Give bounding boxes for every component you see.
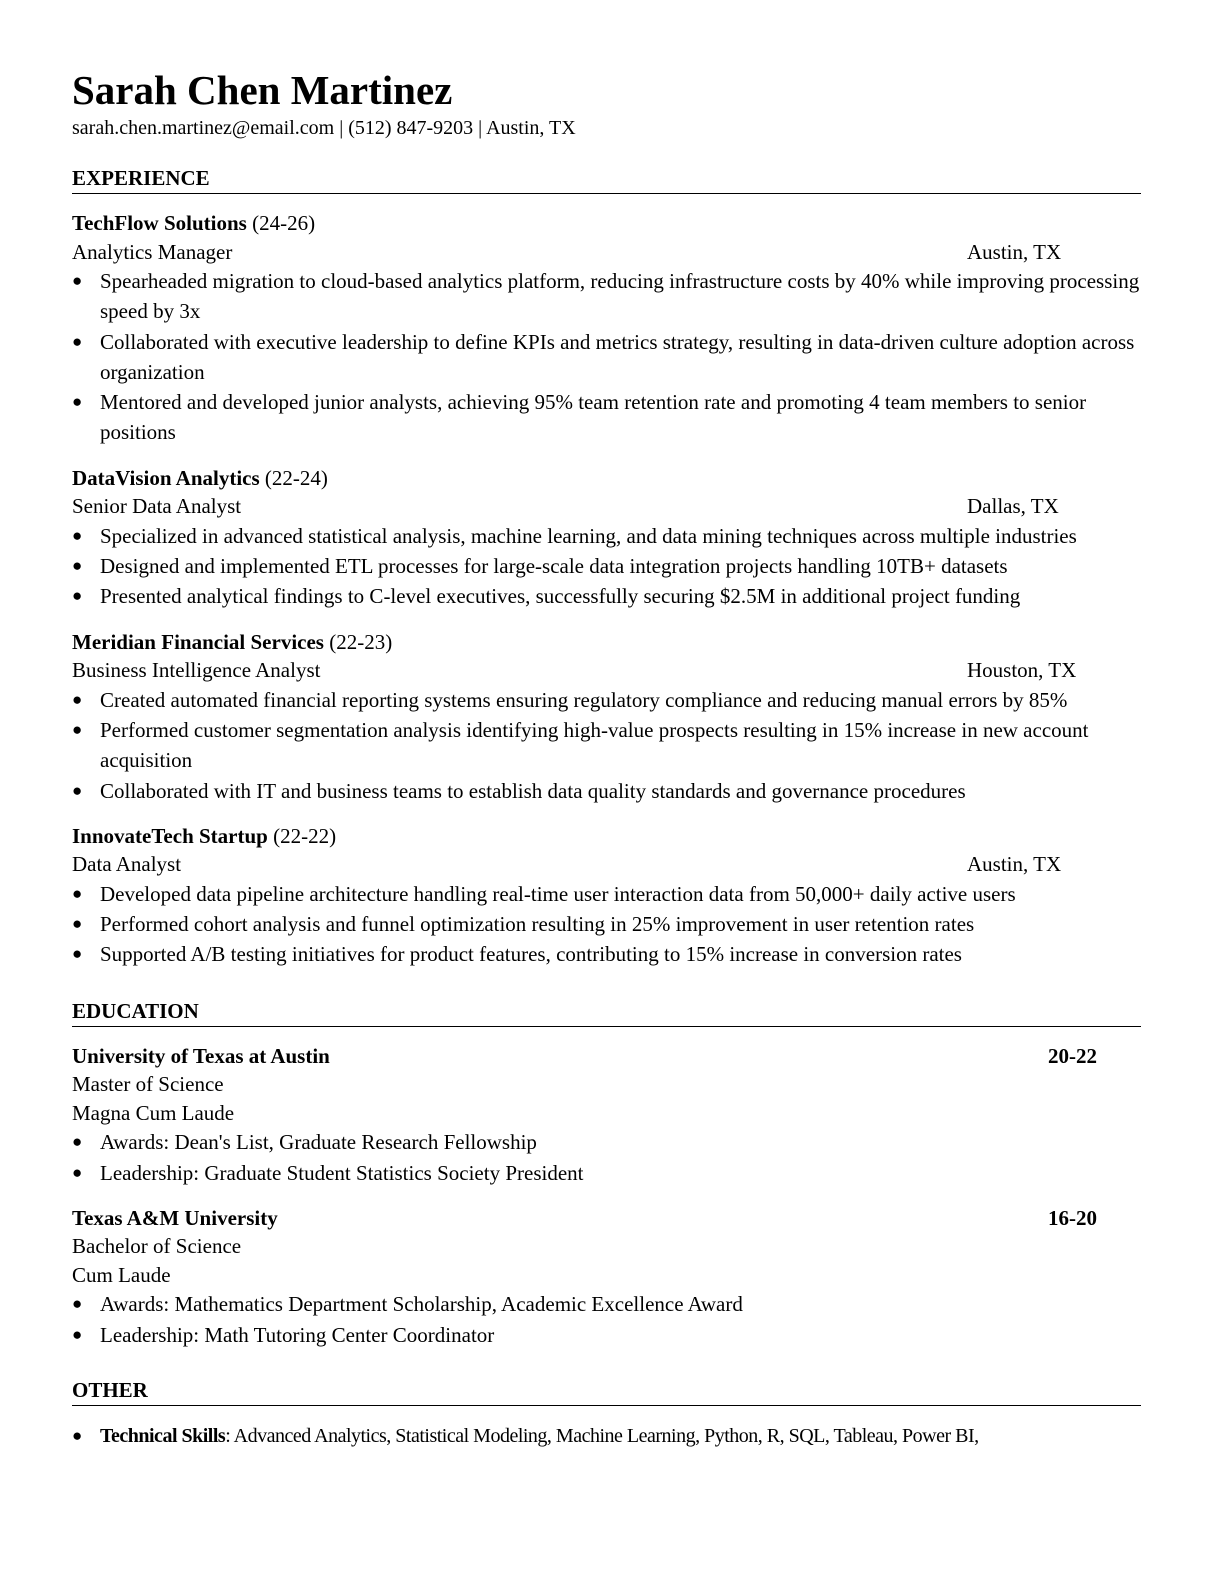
bullet-text: Designed and implemented ETL processes for large-scale data integration projects handling 10TB+ datasets	[100, 554, 1008, 579]
school-header	[72, 1204, 1141, 1233]
job-title: Data Analyst	[72, 852, 182, 877]
job-entry	[72, 628, 1141, 806]
bullet-text: Awards: Mathematics Department Scholarship, Academic Excellence Award	[100, 1292, 743, 1317]
degree: Master of Science	[72, 1072, 224, 1097]
job-header	[72, 822, 1141, 851]
job-location: Dallas, TX	[967, 494, 1059, 519]
bullet-icon: ●	[72, 1294, 83, 1314]
bullet-icon: ●	[72, 1425, 82, 1445]
job-title: Analytics Manager	[72, 239, 233, 264]
bullet-text: Mentored and developed junior analysts, achieving 95% team retention rate and promoting 4 team members to senior positions	[100, 390, 1087, 445]
job-header	[72, 209, 1141, 238]
company-name: Meridian Financial Services	[72, 629, 324, 654]
bullet-item	[72, 387, 1141, 448]
bullet-icon: ●	[72, 392, 83, 412]
bullet-item	[72, 266, 1141, 327]
bullet-text: Awards: Dean's List, Graduate Research Fellowship	[100, 1130, 537, 1155]
job-bullets	[72, 266, 1141, 448]
job-title-row	[72, 238, 1141, 267]
job-dates: (22-24)	[264, 465, 328, 490]
bullet-text: Leadership: Graduate Student Statistics Society President	[100, 1160, 584, 1185]
bullet-text: Presented analytical findings to C-level executives, successfully securing $2.5M in additional project funding	[100, 584, 1021, 609]
bullet-text: Collaborated with IT and business teams to establish data quality standards and governance procedures	[100, 778, 966, 803]
company-name: DataVision Analytics	[72, 465, 260, 490]
job-bullets	[72, 521, 1141, 612]
job-location: Houston, TX	[967, 658, 1077, 683]
contact-line: sarah.chen.martinez@email.com | (512) 847-9203 | Austin, TX	[72, 117, 576, 139]
bullet-item	[72, 776, 1141, 806]
experience-heading: EXPERIENCE	[72, 165, 1141, 194]
bullet-item	[72, 939, 1141, 969]
bullet-icon: ●	[72, 586, 83, 606]
school-entry	[72, 1042, 1141, 1188]
bullet-item	[72, 551, 1141, 581]
bullet-text: Collaborated with executive leadership to define KPIs and metrics strategy, resulting in data-driven culture adoption across organization	[100, 329, 1135, 384]
resume-page	[72, 66, 1141, 1451]
school-header	[72, 1042, 1141, 1071]
other-heading: OTHER	[72, 1377, 1141, 1406]
bullet-text: Specialized in advanced statistical analysis, machine learning, and data mining techniques across multiple industries	[100, 523, 1077, 548]
job-title-row	[72, 492, 1141, 521]
bullet-icon: ●	[72, 914, 83, 934]
bullet-icon: ●	[72, 1132, 83, 1152]
school-dates: 20-22	[1048, 1043, 1097, 1068]
bullet-text: Performed cohort analysis and funnel optimization resulting in 25% improvement in user retention rates	[100, 912, 975, 937]
bullet-item	[72, 521, 1141, 551]
candidate-name: Sarah Chen Martinez	[72, 67, 453, 113]
bullet-text: Leadership: Math Tutoring Center Coordinator	[100, 1322, 495, 1347]
school-name: Texas A&M University	[72, 1205, 278, 1230]
bullet-item	[72, 1127, 1141, 1157]
bullet-icon: ●	[72, 1324, 83, 1344]
bullet-icon: ●	[72, 719, 83, 739]
job-header	[72, 464, 1141, 493]
job-location: Austin, TX	[967, 852, 1062, 877]
job-header	[72, 628, 1141, 657]
bullet-item	[72, 1320, 1141, 1350]
job-title-row	[72, 850, 1141, 879]
bullet-item	[72, 327, 1141, 388]
bullet-item	[72, 715, 1141, 776]
skills-list	[72, 1421, 1141, 1451]
job-entry	[72, 464, 1141, 612]
bullet-item	[72, 685, 1141, 715]
bullet-text: Spearheaded migration to cloud-based analytics platform, reducing infrastructure costs by 40% while improving processing speed by 3x	[100, 269, 1140, 324]
bullet-icon: ●	[72, 689, 83, 709]
bullet-text: Performed customer segmentation analysis identifying high-value prospects resulting in 15% increase in new account acquisition	[100, 717, 1089, 773]
degree: Bachelor of Science	[72, 1234, 242, 1259]
school-bullets	[72, 1127, 1141, 1188]
bullet-item	[72, 581, 1141, 611]
bullet-icon: ●	[72, 780, 83, 800]
job-title: Senior Data Analyst	[72, 494, 242, 519]
bullet-item	[72, 879, 1141, 909]
job-dates: (22-23)	[329, 629, 393, 654]
bullet-item	[72, 1158, 1141, 1188]
bullet-icon: ●	[72, 883, 83, 903]
bullet-icon: ●	[72, 331, 83, 351]
job-title-row	[72, 656, 1141, 685]
skills-text: : Advanced Analytics, Statistical Modeling, Machine Learning, Python, R, SQL, Tableau, Power BI,	[225, 1424, 979, 1447]
company-name: InnovateTech Startup	[72, 823, 268, 848]
education-heading: EDUCATION	[72, 998, 1141, 1027]
bullet-icon: ●	[72, 944, 83, 964]
job-dates: (24-26)	[252, 211, 316, 235]
job-entry	[72, 209, 1141, 448]
bullet-text: Developed data pipeline architecture handling real-time user interaction data from 50,000+ daily active users	[100, 881, 1016, 906]
job-entry	[72, 822, 1141, 970]
job-bullets	[72, 685, 1141, 806]
company-name: TechFlow Solutions	[72, 211, 247, 235]
job-dates: (22-22)	[273, 823, 337, 848]
honors: Magna Cum Laude	[72, 1100, 235, 1125]
school-entry	[72, 1204, 1141, 1350]
job-location: Austin, TX	[967, 239, 1062, 264]
school-bullets	[72, 1289, 1141, 1350]
job-bullets	[72, 879, 1141, 970]
skills-label: Technical Skills	[100, 1424, 226, 1447]
bullet-icon: ●	[72, 1162, 83, 1182]
bullet-item	[72, 1421, 1141, 1451]
bullet-icon: ●	[72, 556, 83, 576]
bullet-item	[72, 909, 1141, 939]
bullet-item	[72, 1289, 1141, 1319]
honors: Cum Laude	[72, 1262, 171, 1287]
bullet-icon: ●	[72, 525, 83, 545]
bullet-text: Created automated financial reporting systems ensuring regulatory compliance and reducing manual errors by 85%	[100, 687, 1068, 712]
job-title: Business Intelligence Analyst	[72, 658, 321, 683]
school-name: University of Texas at Austin	[72, 1043, 330, 1068]
school-dates: 16-20	[1048, 1205, 1097, 1230]
bullet-icon: ●	[72, 271, 83, 290]
bullet-text: Supported A/B testing initiatives for product features, contributing to 15% increase in conversion rates	[100, 942, 962, 967]
